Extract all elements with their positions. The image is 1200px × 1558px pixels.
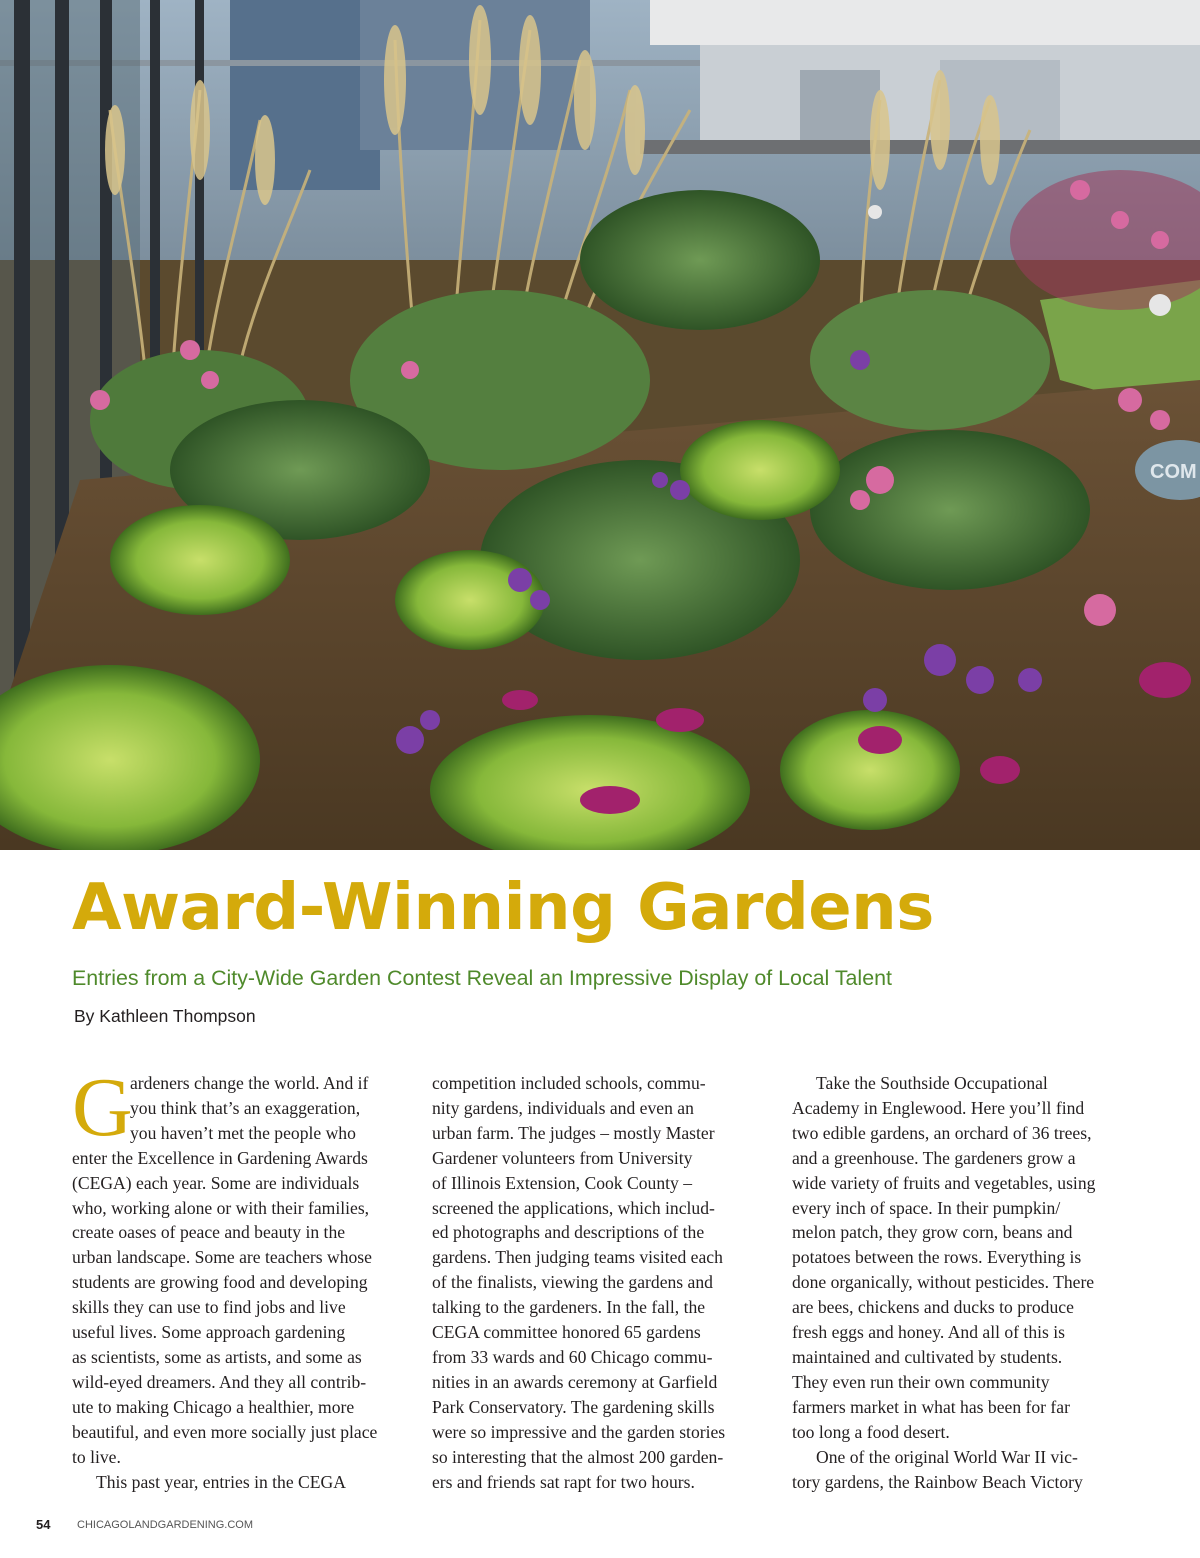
body-line: every inch of space. In their pumpkin/ [792, 1197, 1061, 1218]
body-line: beautiful, and even more socially just place [72, 1421, 378, 1442]
body-line: fresh eggs and honey. And all of this is [792, 1322, 1065, 1343]
body-line: maintained and cultivated by students. [792, 1346, 1063, 1367]
body-line: useful lives. Some approach gardening [72, 1322, 346, 1343]
body-line: wide variety of fruits and vegetables, using [792, 1172, 1096, 1193]
body-line: urban farm. The judges – mostly Master [432, 1122, 715, 1143]
body-line: and a greenhouse. The gardeners grow a [792, 1147, 1076, 1168]
body-line: They even run their own community [792, 1371, 1050, 1392]
footer-site-url: CHICAGOLANDGARDENING.COM [77, 1519, 254, 1531]
body-line: ardeners change the world. And if [130, 1073, 369, 1093]
body-line: create oases of peace and beauty in the [72, 1222, 346, 1243]
body-line: ute to making Chicago a healthier, more [72, 1396, 355, 1417]
body-line: competition included schools, commu- [432, 1073, 706, 1093]
body-line: you haven’t met the people who [130, 1122, 356, 1143]
body-line: nity gardens, individuals and even an [432, 1097, 694, 1118]
body-column-3 [792, 1071, 1132, 1491]
body-line: Take the Southside Occupational [816, 1073, 1048, 1093]
body-line: you think that’s an exaggeration, [130, 1097, 361, 1118]
hero-sign-text: COM [1150, 461, 1197, 483]
body-line: skills they can use to find jobs and live [72, 1297, 346, 1318]
body-line: were so impressive and the garden stories [432, 1421, 726, 1442]
body-line: gardens. Then judging teams visited each [432, 1247, 723, 1268]
body-line: wild-eyed dreamers. And they all contrib- [72, 1371, 367, 1392]
body-line: melon patch, they grow corn, beans and [792, 1222, 1073, 1243]
body-line: students are growing food and developing [72, 1272, 368, 1293]
body-line: Academy in Englewood. Here you’ll find [792, 1097, 1085, 1118]
body-line: as scientists, some as artists, and some as [72, 1346, 362, 1367]
body-line: ed photographs and descriptions of the [432, 1222, 705, 1243]
body-column-2 [432, 1071, 772, 1491]
body-line: of Illinois Extension, Cook County – [432, 1172, 692, 1193]
page-number: 54 [36, 1517, 51, 1532]
article-subtitle: Entries from a City-Wide Garden Contest Reveal an Impressive Display of Local Talent [72, 966, 892, 990]
body-line: potatoes between the rows. Everything is [792, 1247, 1082, 1268]
body-line: of the finalists, viewing the gardens and [432, 1272, 713, 1293]
body-line: CEGA committee honored 65 gardens [432, 1322, 701, 1343]
body-line: screened the applications, which includ- [432, 1197, 715, 1218]
body-line: Park Conservatory. The gardening skills [432, 1396, 715, 1417]
body-line: to live. [72, 1446, 121, 1467]
drop-cap: G [72, 1061, 133, 1154]
byline: By Kathleen Thompson [74, 1006, 256, 1026]
body-line: two edible gardens, an orchard of 36 trees, [792, 1122, 1092, 1143]
body-line: urban landscape. Some are teachers whose [72, 1247, 372, 1268]
article-title: Award-Winning Gardens [72, 871, 934, 945]
body-line: are bees, chickens and ducks to produce [792, 1297, 1074, 1318]
body-line: Gardener volunteers from University [432, 1147, 693, 1168]
body-line: One of the original World War II vic- [816, 1446, 1078, 1467]
body-line: so interesting that the almost 200 garden- [432, 1446, 724, 1467]
body-line: farmers market in what has been for far [792, 1396, 1070, 1417]
body-line: done organically, without pesticides. There [792, 1272, 1095, 1293]
body-line: tory gardens, the Rainbow Beach Victory [792, 1471, 1083, 1492]
body-line: (CEGA) each year. Some are individuals [72, 1172, 360, 1193]
body-line: talking to the gardeners. In the fall, the [432, 1297, 706, 1318]
body-line: who, working alone or with their families, [72, 1197, 370, 1218]
body-line: ers and friends sat rapt for two hours. [432, 1471, 695, 1492]
body-line: from 33 wards and 60 Chicago commu- [432, 1346, 713, 1367]
body-column-1 [72, 1071, 412, 1491]
body-line: This past year, entries in the CEGA [96, 1471, 346, 1492]
body-line: too long a food desert. [792, 1421, 950, 1442]
body-line: nities in an awards ceremony at Garfield [432, 1371, 718, 1392]
body-line: enter the Excellence in Gardening Awards [72, 1147, 368, 1168]
